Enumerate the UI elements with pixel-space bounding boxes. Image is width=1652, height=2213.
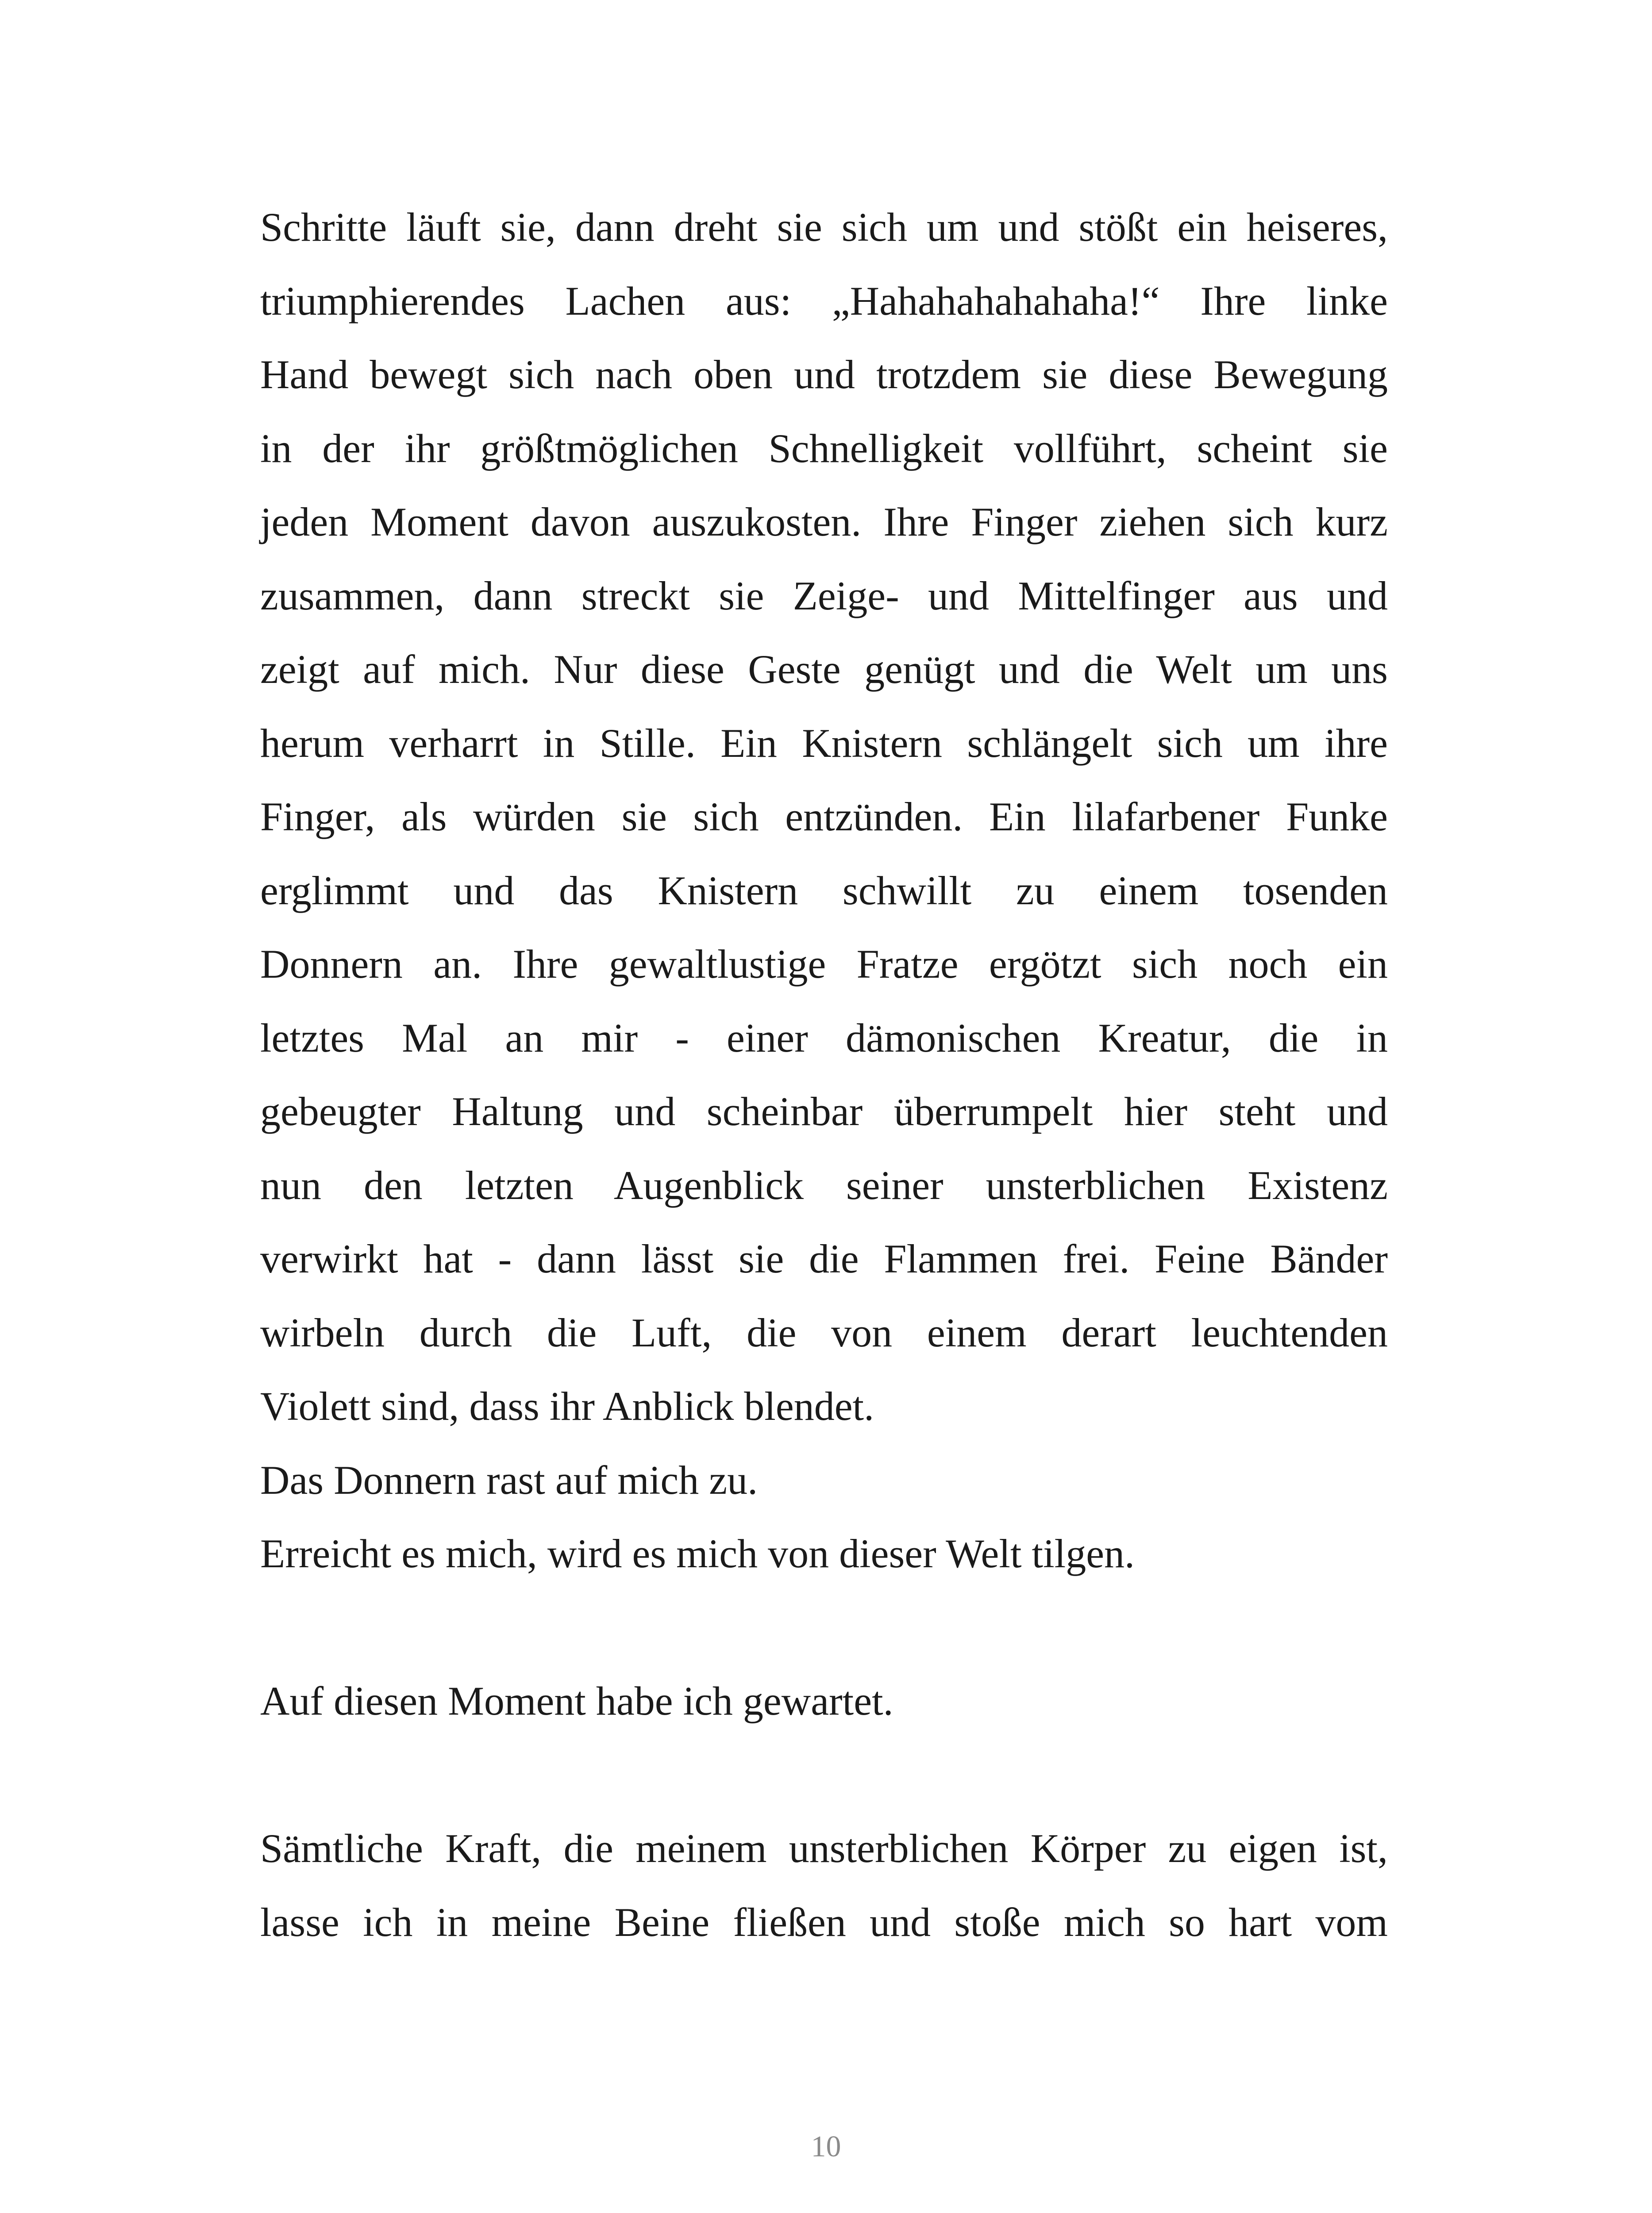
text-line: jeden Moment davon auszukosten. Ihre Finger ziehen sich kurz <box>260 499 1388 544</box>
body-text <box>260 190 1388 1959</box>
text-line: lasse ich in meine Beine fließen und stoße mich so hart vom <box>260 1899 1388 1945</box>
text-line: Auf diesen Moment habe ich gewartet. <box>260 1678 893 1723</box>
text-line: nun den letzten Augenblick seiner unsterblichen Existenz <box>260 1162 1388 1208</box>
text-line: triumphierendes Lachen aus: „Hahahahahahaha!“ Ihre linke <box>260 278 1388 324</box>
text-line: zeigt auf mich. Nur diese Geste genügt und die Welt um uns <box>260 647 1388 692</box>
text-line: Erreicht es mich, wird es mich von dieser Welt tilgen. <box>260 1531 1135 1576</box>
text-line: Sämtliche Kraft, die meinem unsterblichen Körper zu eigen ist, <box>260 1826 1388 1871</box>
text-line: zusammen, dann streckt sie Zeige- und Mittelfinger aus und <box>260 573 1388 618</box>
paragraph-2 <box>260 1443 1388 1517</box>
text-line: in der ihr größtmöglichen Schnelligkeit vollführt, scheint sie <box>260 425 1388 471</box>
paragraph-3 <box>260 1517 1388 1591</box>
text-line: gebeugter Haltung und scheinbar überrumpelt hier steht und <box>260 1089 1388 1134</box>
text-line: letztes Mal an mir - einer dämonischen Kreatur, die in <box>260 1015 1388 1060</box>
text-line: wirbeln durch die Luft, die von einem derart leuchtenden <box>260 1310 1388 1355</box>
text-line: herum verharrt in Stille. Ein Knistern schlängelt sich um ihre <box>260 720 1388 766</box>
text-line: erglimmt und das Knistern schwillt zu einem tosenden <box>260 867 1388 913</box>
page-number: 10 <box>811 2129 841 2163</box>
text-line: Hand bewegt sich nach oben und trotzdem sie diese Bewegung <box>260 352 1388 397</box>
paragraph-gap <box>260 1591 1388 1665</box>
paragraph-gap <box>260 1738 1388 1812</box>
text-line: Violett sind, dass ihr Anblick blendet. <box>260 1384 874 1429</box>
text-line: Das Donnern rast auf mich zu. <box>260 1457 758 1503</box>
text-line: verwirkt hat - dann lässt sie die Flammen frei. Feine Bänder <box>260 1236 1388 1281</box>
paragraph-4 <box>260 1664 1388 1738</box>
text-line: Donnern an. Ihre gewaltlustige Fratze ergötzt sich noch ein <box>260 941 1388 987</box>
paragraph-5 <box>260 1812 1388 1959</box>
text-line: Finger, als würden sie sich entzünden. Ein lilafarbener Funke <box>260 794 1388 839</box>
paragraph-1 <box>260 190 1388 1443</box>
text-line: Schritte läuft sie, dann dreht sie sich um und stößt ein heiseres, <box>260 204 1388 250</box>
